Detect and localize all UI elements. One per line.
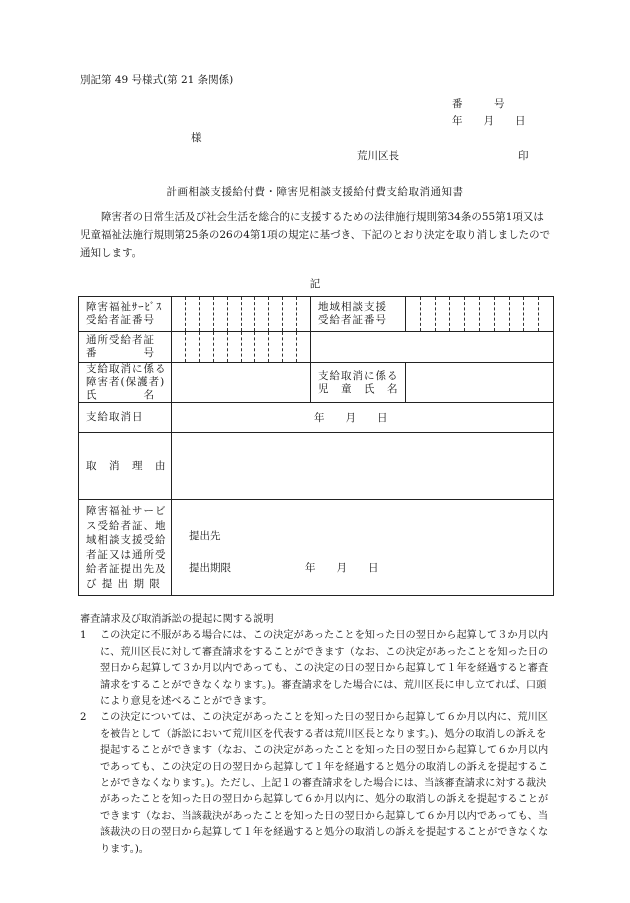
note-text: この決定については、この決定があったことを知った日の翌日から起算して６か月以内に、荒川区を被告として（訴訟において荒川区を代表する者は荒川区長となります。)、処分の取消しの訴えを提起することができます（なお、この決定があったことを知った日の翌日から起算して６か月以内であっても、この決定の日の翌日から起算して１年を経過すると処分の取消しの訴えを提起することができなくなります。)。ただし、上記１の審査請求をした場合には、当該審査請求に対する裁決があったことを知った日の翌日から起算して６か月以内に、処分の取消しの訴えを提起することができます（なお、当該裁決があったことを知った日の翌日から起算して６か月以内であっても、当該裁決の日の翌日から起算して１年を経過すると処分の取消しの訴えを提起することができなくなります。)。 xyxy=(100,712,549,855)
document-date-label: 年 月 日 xyxy=(452,115,526,127)
cancellation-reason-label: 取 消 理 由 xyxy=(79,433,172,500)
day-service-number-field[interactable] xyxy=(172,332,311,363)
note-item-1 xyxy=(80,628,554,710)
note-number: 2 xyxy=(80,712,87,724)
note-item-2 xyxy=(80,710,554,858)
intro-paragraph: 障害者の日常生活及び社会生活を総合的に支援するための法律施行規則第34条の55第1項又は児童福祉法施行規則第25条の26の4第1項の規定に基づき、下記のとおり決定を取り消しましたので通知します。 xyxy=(80,211,551,259)
disability-service-number-label: 障害福祉ｻｰﾋﾞｽ 受給者証番号 xyxy=(79,297,172,332)
seal-mark: 印 xyxy=(518,150,529,162)
cancellation-date-field[interactable]: 年 月 日 xyxy=(172,403,554,433)
disabled-person-name-field[interactable] xyxy=(172,363,311,403)
note-text: この決定に不服がある場合には、この決定があったことを知った日の翌日から起算して３か月以内に、荒川区長に対して審査請求をすることができます（なお、この決定があったことを知った日の翌日から起算して３か月以内であっても、この決定の日の翌日から起算して１年を経過すると審査請求をすることができなくなります。)。審査請求をした場合には、荒川区長に申し立てれば、口頭により意見を述べることができます。 xyxy=(100,630,549,708)
ki-marker: 記 xyxy=(309,278,321,290)
recipient-suffix: 様 xyxy=(191,132,202,144)
notes-section xyxy=(80,612,554,858)
child-name-field[interactable] xyxy=(406,363,554,403)
submission-info-label: 障害福祉サービ ス受給者証、地 域相談支援受給 者証又は通所受 給者証提出先及 び 提 出 期 限 xyxy=(79,500,172,596)
disability-service-number-field[interactable] xyxy=(172,297,311,332)
deadline-label: 提出期限 xyxy=(189,562,231,574)
document-title: 計画相談支援給付費・障害児相談支援給付費支給取消通知書 xyxy=(166,186,464,198)
cancellation-date-label: 支給取消日 xyxy=(79,403,172,433)
issuer-name: 荒川区長 xyxy=(357,150,399,162)
deadline-value: 年 月 日 xyxy=(305,562,379,574)
disabled-person-name-label: 支給取消に係る 障害者(保護者) 氏 名 xyxy=(79,363,172,403)
cancellation-reason-field[interactable] xyxy=(172,433,554,500)
submission-info-field[interactable] xyxy=(172,500,554,596)
details-table xyxy=(78,296,554,596)
blank-cell xyxy=(311,332,554,363)
child-name-label: 支給取消に係る 児 童 氏 名 xyxy=(311,363,406,403)
document-number-label: 番 号 xyxy=(452,98,505,110)
form-number: 別記第 49 号様式(第 21 条関係) xyxy=(80,74,234,86)
note-number: 1 xyxy=(80,630,87,642)
community-support-number-label: 地域相談支援 受給者証番号 xyxy=(311,297,406,332)
submit-to-label: 提出先 xyxy=(189,530,221,542)
day-service-number-label: 通所受給者証 番 号 xyxy=(79,332,172,363)
community-support-number-field[interactable] xyxy=(406,297,554,332)
notes-heading: 審査請求及び取消訴訟の提起に関する説明 xyxy=(80,614,274,625)
